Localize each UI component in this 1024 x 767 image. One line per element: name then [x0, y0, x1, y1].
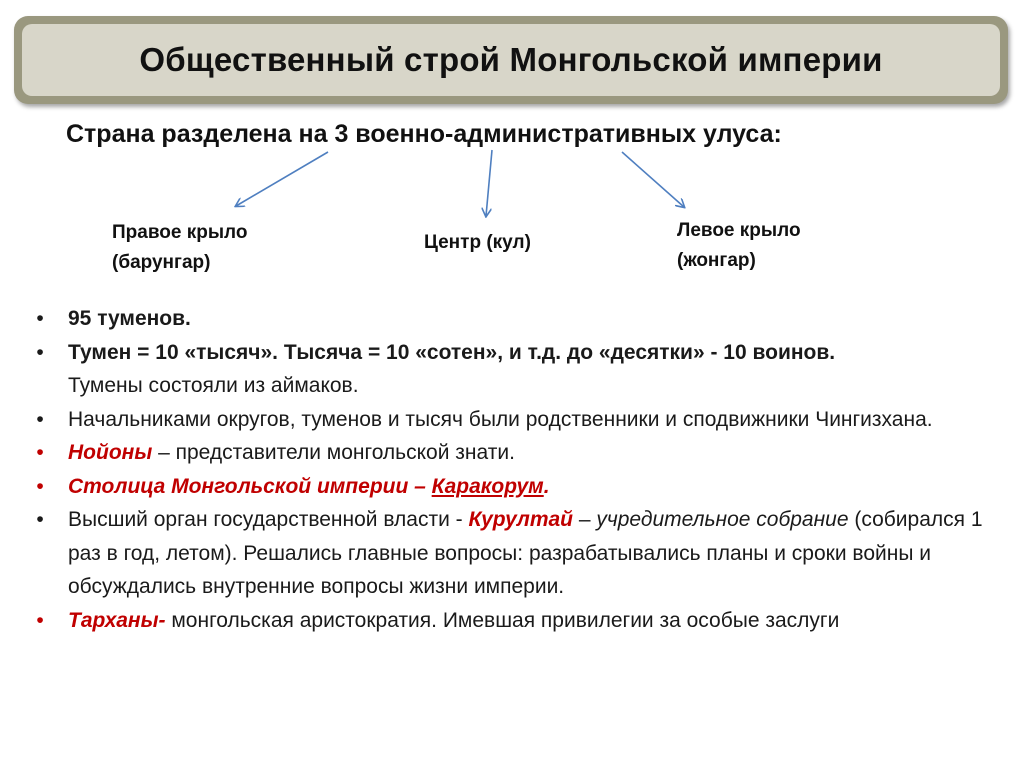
bullet-dot: • [36, 474, 44, 498]
arrow-to-center [486, 150, 492, 216]
arrow-to-left-wing [622, 152, 684, 207]
ulus-right-wing [112, 218, 247, 278]
bullet-list [30, 302, 1010, 637]
page-title: Общественный строй Монгольской империи [139, 41, 883, 78]
bullet-text: Высший орган государственной власти - [68, 508, 469, 531]
bullet-text: (собирался 1 раз в год, летом). Решались главные вопросы: разрабатывались планы и сроки войны и обсуждались внутренние вопросы жизни империи. [68, 508, 983, 598]
ulus-left-wing [677, 216, 801, 276]
list-item [30, 336, 1010, 403]
bullet-text-capital: Столица Монгольской империи – [68, 474, 432, 498]
title-banner [14, 16, 1008, 104]
bullet-dot: • [36, 340, 44, 364]
bullet-dot: • [36, 608, 44, 632]
title-inner [22, 24, 1000, 96]
term-karakorum: Каракорум [431, 474, 544, 498]
bullet-text: монгольская аристократия. Имевшая привилегии за особые заслуги [165, 608, 840, 632]
list-item [30, 604, 1010, 638]
bullet-dot: • [36, 307, 44, 330]
subtitle: Страна разделена на 3 военно-административных улуса: [66, 120, 782, 148]
bullet-dot: • [36, 508, 44, 531]
term-kurultai: Курултай [468, 508, 574, 531]
ulus-center [424, 228, 531, 258]
bullet-text-bold: Тумен = 10 «тысяч». Тысяча = 10 «сотен», и т.д. до «десятки» - 10 воинов. [68, 340, 836, 364]
bullet-text: – [573, 508, 597, 531]
ulus-center-line1: Центр (кул) [424, 232, 531, 253]
list-item [30, 302, 1010, 336]
bullet-text: Тумены состояли из аймаков. [68, 374, 359, 397]
bullet-text: 95 туменов. [68, 307, 191, 330]
arrow-to-right-wing [236, 152, 328, 206]
ulus-left-line2: (жонгар) [677, 250, 756, 271]
bullet-dot: • [36, 441, 44, 464]
ulus-right-line2: (барунгар) [112, 252, 211, 273]
list-item [30, 403, 1010, 437]
bullet-text-italic: учредительное собрание [596, 508, 849, 531]
term-noyons: Нойоны [68, 441, 153, 464]
term-tarkhans: Тарханы- [68, 608, 166, 632]
list-item [30, 503, 1010, 604]
ulus-left-line1: Левое крыло [677, 220, 801, 241]
bullet-text: Начальниками округов, туменов и тысяч были родственники и сподвижники Чингизхана. [68, 407, 933, 431]
list-item [30, 470, 1010, 504]
bullet-text: – представители монгольской знати. [152, 441, 515, 464]
bullet-text-end: . [543, 474, 550, 498]
list-item [30, 436, 1010, 470]
ulus-right-line1: Правое крыло [112, 222, 248, 243]
bullet-dot: • [36, 407, 44, 431]
